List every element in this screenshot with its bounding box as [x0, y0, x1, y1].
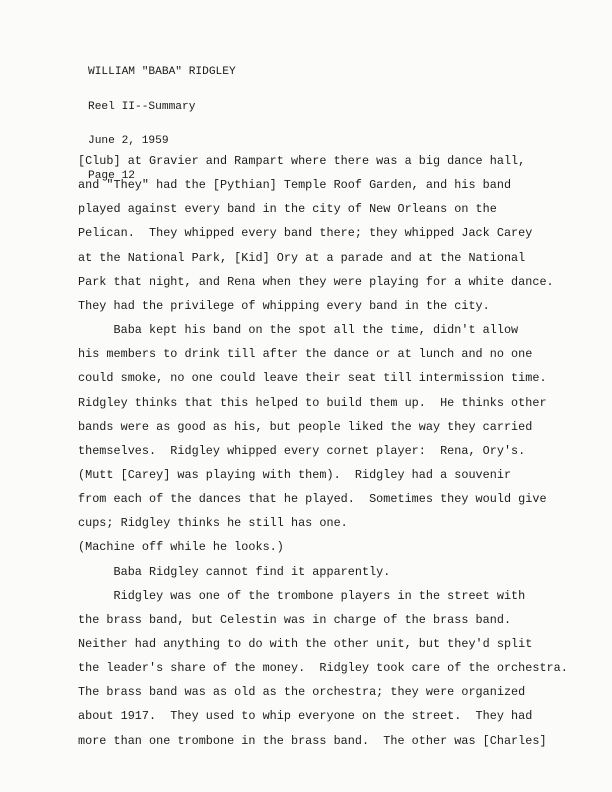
text-line: Pelican. They whipped every band there; they whipped Jack Carey	[78, 226, 533, 241]
text-line: his members to drink till after the dance or at lunch and no one	[78, 347, 533, 362]
text-line: They had the privilege of whipping every band in the city.	[78, 298, 490, 313]
text-line: Baba Ridgley cannot find it apparently.	[78, 564, 391, 579]
header-page-number: Page 12	[88, 169, 135, 182]
text-line: Neither had anything to do with the other unit, but they'd split	[78, 637, 533, 651]
text-line: from each of the dances that he played. Sometimes they would give	[78, 492, 547, 507]
text-line: [Club] at Gravier and Rampart where there was a big dance hall,	[78, 154, 526, 168]
text-line: Ridgley thinks that this helped to build them up. He thinks other	[78, 395, 547, 410]
text-line: could smoke, no one could leave their seat till intermission time.	[78, 371, 547, 386]
text-line: (Mutt [Carey] was playing with them). Ridgley had a souvenir	[78, 467, 512, 482]
text-line: more than one trombone in the brass band. The other was [Charles]	[78, 733, 547, 748]
header-interviewee-name: WILLIAM "BABA" RIDGLEY	[88, 66, 236, 78]
text-line: Baba kept his band on the spot all the time, didn't allow	[78, 323, 519, 338]
text-line: the leader's share of the money. Ridgley took care of the orchestra.	[78, 661, 568, 676]
text-line: and "They" had the [Pythian] Temple Roof Garden, and his band	[78, 178, 512, 193]
text-line: The brass band was as old as the orchestra; they were organized	[78, 685, 526, 700]
text-line: bands were as good as his, but people liked the way they carried	[78, 419, 533, 434]
text-line: themselves. Ridgley whipped every cornet player: Rena, Ory's.	[78, 443, 526, 458]
text-line: Park that night, and Rena when they were playing for a white dance.	[78, 274, 554, 289]
text-line: at the National Park, [Kid] Ory at a parade and at the National	[78, 250, 526, 265]
text-line: (Machine off while he looks.)	[78, 540, 284, 555]
text-line: the brass band, but Celestin was in charge of the brass band.	[78, 612, 512, 627]
header-date: June 2, 1959	[88, 135, 169, 147]
header-reel-summary: Reel II--Summary	[88, 100, 196, 113]
text-line: played against every band in the city of New Orleans on the	[78, 202, 497, 217]
text-line: cups; Ridgley thinks he still has one.	[78, 516, 348, 531]
text-line: Ridgley was one of the trombone players in the street with	[78, 588, 526, 603]
text-line: about 1917. They used to whip everyone on the street. They had	[78, 709, 533, 724]
